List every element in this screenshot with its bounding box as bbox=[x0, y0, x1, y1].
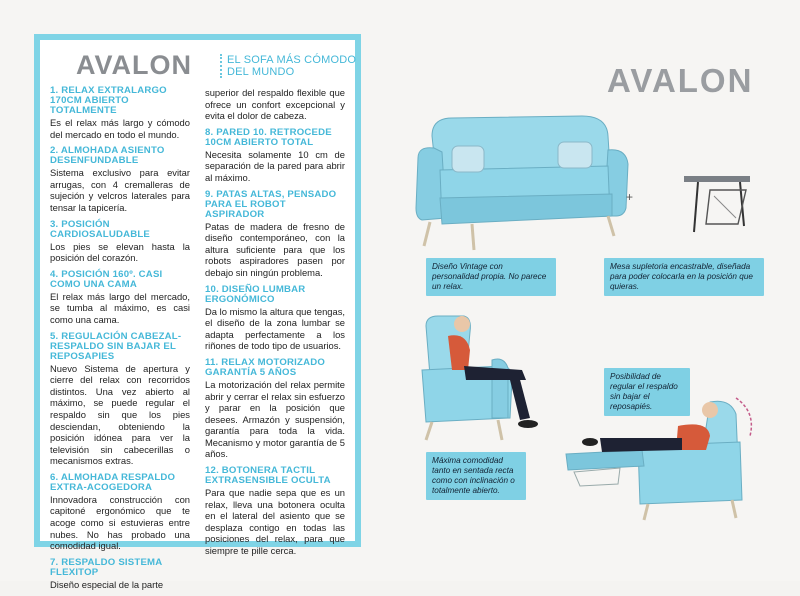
tagline: EL SOFA MÁS CÓMODO DEL MUNDO bbox=[227, 54, 357, 78]
feature-item bbox=[205, 190, 345, 279]
features-column-2 bbox=[205, 86, 345, 563]
feature-title: 9. PATAS ALTAS, PENSADO PARA EL ROBOT ASPIRADOR bbox=[205, 188, 337, 220]
feature-item bbox=[50, 220, 190, 264]
feature-text: Es el relax más largo y cómodo del mercado en todo el mundo. bbox=[50, 117, 190, 140]
feature-text: Patas de madera de fresno de diseño contemporáneo, con la altura suficiente para que los robots aspiradores pasen por debajo sin ningún problema. bbox=[205, 220, 345, 278]
feature-text: Sistema exclusivo para evitar arrugas, con 4 cremalleras de sujeción y velcros laterales para tensar la tapicería. bbox=[50, 167, 190, 213]
brand-title: AVALON bbox=[76, 50, 192, 80]
feature-text: Nuevo Sistema de apertura y cierre del relax con recorridos distintos. Una vez abierto al máximo, se puede regular el respaldo sin que los pies desciendan, obteniendo la posición idónea para ver la televisión sin cabecerillas o mecanismos extras. bbox=[50, 362, 190, 467]
feature-item bbox=[50, 332, 190, 467]
sofa-illustration bbox=[412, 108, 634, 254]
caption-headrest: Posibilidad de regular el respaldo sin bajar el reposapiés. bbox=[604, 368, 690, 416]
feature-title: 1. RELAX EXTRALARGO 170CM ABIERTO TOTALMENTE bbox=[50, 85, 167, 116]
header-divider bbox=[220, 54, 222, 78]
feature-title: 2. ALMOHADA ASIENTO DESENFUNDABLE bbox=[50, 145, 165, 167]
feature-item bbox=[205, 285, 345, 352]
feature-text: Para que nadie sepa que es un relax, lleva una botonera oculta en el lateral del asiento que se desplaza contigo en todas las posiciones del relax, para que siempre te pille cerca. bbox=[205, 487, 345, 557]
feature-text: Necesita solamente 10 cm de separación de la pared para abrir al máximo. bbox=[205, 148, 345, 183]
feature-title: 3. POSICIÓN CARDIOSALUDABLE bbox=[50, 218, 151, 240]
feature-item bbox=[205, 466, 345, 557]
feature-item bbox=[50, 86, 190, 140]
brand-logo: AVALON bbox=[607, 62, 754, 99]
feature-title: 8. PARED 10. RETROCEDE 10CM ABIERTO TOTAL bbox=[205, 126, 332, 148]
feature-item bbox=[50, 473, 190, 552]
feature-text: Diseño especial de la parte bbox=[50, 578, 164, 590]
caption-table: Mesa supletoria encastrable, diseñada para poder colocarla en la posición que quieras. bbox=[604, 258, 764, 296]
feature-item bbox=[205, 87, 345, 122]
feature-text: El relax más largo del mercado, se tumba al máximo, es casi como una cama. bbox=[50, 290, 190, 325]
features-panel bbox=[34, 34, 361, 590]
features-column-1 bbox=[50, 86, 190, 596]
feature-title: 12. BOTONERA TACTIL EXTRASENSIBLE OCULTA bbox=[205, 465, 331, 487]
feature-text: Da lo mismo la altura que tengas, el diseño de la zona lumbar se adapta perfectamente a los riñones de todo tipo de usuarios. bbox=[205, 305, 345, 352]
feature-text: superior del respaldo flexible que ofrece un confort excepcional y evita el dolor de cabeza. bbox=[205, 87, 345, 122]
side-table-illustration bbox=[680, 170, 762, 240]
feature-title: 4. POSICIÓN 160º. CASI COMO UNA CAMA bbox=[50, 268, 163, 290]
feature-title: 7. RESPALDO SISTEMA FLEXITOP bbox=[50, 556, 163, 578]
feature-title: 5. REGULACIÓN CABEZAL-RESPALDO SIN BAJAR EL REPOSAPIES bbox=[50, 330, 182, 362]
feature-title: 11. RELAX MOTORIZADO GARANTÍA 5 AÑOS bbox=[205, 356, 326, 378]
feature-title: 10. DISEÑO LUMBAR ERGONÓMICO bbox=[205, 283, 306, 305]
feature-item bbox=[50, 146, 190, 213]
feature-item bbox=[205, 128, 345, 184]
plus-sign: + bbox=[626, 190, 634, 204]
feature-text: Los pies se elevan hasta la posición del corazón. bbox=[50, 240, 190, 264]
feature-item bbox=[50, 270, 190, 326]
feature-text: La motorización del relax permite abrir y cerrar el relax sin esfuerzo y parar en la posición que desees. Armazón y suspensión, garantía para toda la vida. Mecanismo y motor garantía de 5 años. bbox=[205, 378, 345, 460]
caption-sofa: Diseño Vintage con personalidad propia. No parece un relax. bbox=[426, 258, 556, 296]
feature-text: Innovadora construcción con capitoné ergonómico que te acoge como si estuvieras entre nubes. No has probado una comodidad igual. bbox=[50, 493, 190, 552]
feature-item bbox=[50, 558, 190, 591]
caption-comfort: Máxima comodidad tanto en sentada recta como con inclinación o totalmente abierto. bbox=[426, 452, 526, 500]
feature-title: 6. ALMOHADA RESPALDO EXTRA-ACOGEDORA bbox=[50, 471, 176, 493]
feature-item bbox=[205, 358, 345, 460]
armchair-seated-illustration bbox=[412, 310, 552, 442]
panel-header bbox=[76, 50, 356, 82]
